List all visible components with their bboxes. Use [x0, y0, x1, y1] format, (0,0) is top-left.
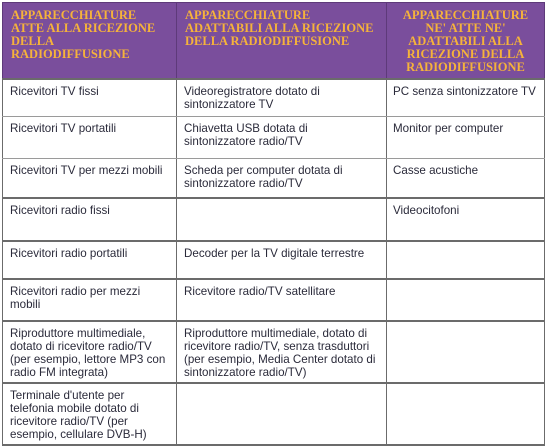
- table-row: [3, 279, 545, 321]
- table-cell: Ricevitori TV fissi: [3, 79, 177, 116]
- header-row: [3, 3, 545, 80]
- table-cell: Ricevitori TV portatili: [3, 116, 177, 158]
- table-cell: [177, 198, 387, 241]
- table-cell: Ricevitori radio per mezzi mobili: [3, 279, 177, 321]
- table-cell: Monitor per computer: [387, 116, 545, 158]
- table-cell: Riproduttore multimediale, dotato di ricevitore radio/TV (per esempio, lettore MP3 con radio FM integrata): [3, 321, 177, 383]
- equipment-classification-table: [2, 2, 545, 446]
- table-row: [3, 116, 545, 158]
- table-cell: Ricevitori radio portatili: [3, 241, 177, 279]
- table-row: [3, 241, 545, 279]
- table-cell: Videocitofoni: [387, 198, 545, 241]
- table-cell: Casse acustiche: [387, 158, 545, 198]
- table-cell: Riproduttore multimediale, dotato di ricevitore radio/TV, senza trasduttori (per esempio, Media Center dotato di sintonizzatore radio/TV): [177, 321, 387, 383]
- table-cell: Videoregistratore dotato di sintonizzatore TV: [177, 79, 387, 116]
- table-cell: Scheda per computer dotata di sintonizzatore radio/TV: [177, 158, 387, 198]
- table-cell: Terminale d'utente per telefonia mobile dotato di ricevitore radio/TV (per esempio, cellulare DVB-H): [3, 383, 177, 445]
- table-cell: Ricevitori radio fissi: [3, 198, 177, 241]
- table-cell: Ricevitore radio/TV satellitare: [177, 279, 387, 321]
- header-adaptable: APPARECCHIATURE ADATTABILI ALLA RICEZIONE DELLA RADIODIFFUSIONE: [177, 3, 387, 80]
- header-suitable: APPARECCHIATURE ATTE ALLA RICEZIONE DELLA RADIODIFFUSIONE: [3, 3, 177, 80]
- table-row: [3, 198, 545, 241]
- table-cell: Ricevitori TV per mezzi mobili: [3, 158, 177, 198]
- header-not-suitable: APPARECCHIATURE NE' ATTE NE' ADATTABILI ALLA RICEZIONE DELLA RADIODIFFUSIONE: [387, 3, 545, 80]
- table-cell: [387, 321, 545, 383]
- table-cell: Decoder per la TV digitale terrestre: [177, 241, 387, 279]
- table-cell: PC senza sintonizzatore TV: [387, 79, 545, 116]
- document-frame: [2, 2, 544, 441]
- table-row: [3, 79, 545, 116]
- table-cell: [387, 241, 545, 279]
- table-cell: [177, 383, 387, 445]
- table-row: [3, 383, 545, 445]
- table-row: [3, 321, 545, 383]
- table-cell: Chiavetta USB dotata di sintonizzatore radio/TV: [177, 116, 387, 158]
- table-row: [3, 158, 545, 198]
- table-cell: [387, 279, 545, 321]
- table-cell: [387, 383, 545, 445]
